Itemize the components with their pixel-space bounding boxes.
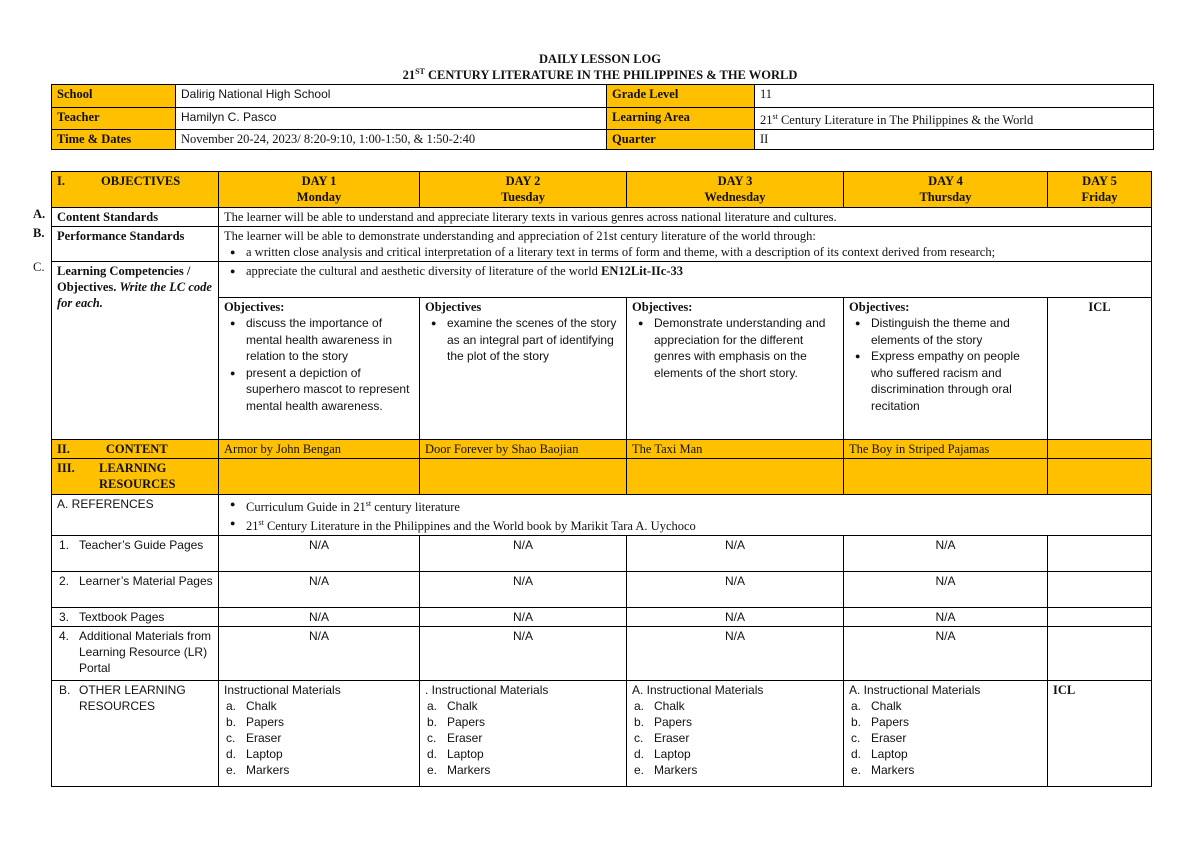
- day5-objectives: ICL: [1048, 298, 1152, 440]
- grade-level-label: Grade Level: [607, 85, 755, 108]
- document-subtitle: 21ST CENTURY LITERATURE IN THE PHILIPPINES & THE WORLD: [402, 67, 798, 83]
- objective-item: ● discuss the importance of mental health awareness in relation to the story: [246, 315, 414, 365]
- learning-competencies-label: Learning Competencies / Objectives. Write the LC code for each.: [52, 262, 219, 440]
- school-label: School: [52, 85, 176, 108]
- day4-heading: DAY 4 Thursday: [844, 172, 1048, 208]
- day1-objectives: Objectives: ● discuss the importance of mental health awareness in relation to the story ● present a depiction of superhero mascot to represent mental health awareness.: [219, 298, 420, 440]
- day2-objectives: Objectives ● examine the scenes of the story as an integral part of identifying the plot of the story: [420, 298, 627, 440]
- performance-standard-bullet: ● a written close analysis and critical interpretation of a literary text in terms of form and theme, with a description of its context derived from research;: [246, 244, 1146, 260]
- content-standards-label: Content Standards: [52, 208, 219, 227]
- day2-materials: . Instructional Materials a. Chalk b. Papers c. Eraser d. Laptop e. Markers: [420, 681, 627, 787]
- day5-content: [1048, 440, 1152, 459]
- objectives-heading: I. OBJECTIVES: [52, 172, 219, 208]
- objective-item: ● Demonstrate understanding and appreciation for the different genres with emphasis on the elements of the short story.: [654, 315, 838, 381]
- day4-objectives: Objectives: ● Distinguish the theme and elements of the story ● Express empathy on people who suffered racism and discrimination through oral recitation: [844, 298, 1048, 440]
- references-list: [219, 495, 1152, 536]
- day4-materials: A. Instructional Materials a. Chalk b. Papers c. Eraser d. Laptop e. Markers: [844, 681, 1048, 787]
- day5-heading: DAY 5 Friday: [1048, 172, 1152, 208]
- day1-heading: DAY 1 Monday: [219, 172, 420, 208]
- day3-content: The Taxi Man: [627, 440, 844, 459]
- letter-b: B.: [33, 226, 45, 240]
- other-resources-label: B. OTHER LEARNING RESOURCES: [52, 681, 219, 787]
- objective-item: ● examine the scenes of the story as an integral part of identifying the plot of the story: [447, 315, 621, 365]
- letter-a: A.: [33, 207, 46, 221]
- textbook-pages-label: 3. Textbook Pages: [52, 608, 219, 627]
- letter-c: C.: [33, 260, 45, 274]
- learning-area-label: Learning Area: [607, 108, 755, 130]
- time-dates-value: November 20-24, 2023/ 8:20-9:10, 1:00-1:50, & 1:50-2:40: [176, 130, 607, 150]
- na-cell: N/A: [627, 536, 844, 572]
- na-cell: N/A: [219, 536, 420, 572]
- teacher-label: Teacher: [52, 108, 176, 130]
- teacher-value: Hamilyn C. Pasco: [176, 108, 607, 130]
- info-table: [51, 84, 1154, 150]
- day4-content: The Boy in Striped Pajamas: [844, 440, 1048, 459]
- learning-resources-heading: III. LEARNING RESOURCES: [52, 459, 219, 495]
- day3-heading: DAY 3 Wednesday: [627, 172, 844, 208]
- na-cell: N/A: [844, 627, 1048, 681]
- na-cell: N/A: [627, 572, 844, 608]
- quarter-label: Quarter: [607, 130, 755, 150]
- na-cell: N/A: [219, 572, 420, 608]
- day5-materials: ICL: [1048, 681, 1152, 787]
- grade-level-value: 11: [755, 85, 1154, 108]
- na-cell: N/A: [420, 608, 627, 627]
- content-standards-text: The learner will be able to understand and appreciate literary texts in various genres across national literature and cultures.: [219, 208, 1152, 227]
- day1-content: Armor by John Bengan: [219, 440, 420, 459]
- learning-area-value: 21st Century Literature in The Philippines & the World: [755, 108, 1154, 130]
- day2-content: Door Forever by Shao Baojian: [420, 440, 627, 459]
- objective-item: ● Express empathy on people who suffered racism and discrimination through oral recitation: [871, 348, 1042, 414]
- day3-objectives: Objectives: ● Demonstrate understanding and appreciation for the different genres with emphasis on the elements of the short story.: [627, 298, 844, 440]
- reference-item: ● Curriculum Guide in 21st century literature: [246, 496, 1146, 515]
- document-title: DAILY LESSON LOG: [538, 52, 662, 66]
- na-cell: N/A: [627, 608, 844, 627]
- additional-materials-label: 4. Additional Materials from Learning Resource (LR) Portal: [52, 627, 219, 681]
- na-cell: N/A: [219, 608, 420, 627]
- objective-item: ● present a depiction of superhero mascot to represent mental health awareness.: [246, 365, 414, 415]
- day3-materials: A. Instructional Materials a. Chalk b. Papers c. Eraser d. Laptop e. Markers: [627, 681, 844, 787]
- teachers-guide-label: 1. Teacher’s Guide Pages: [52, 536, 219, 572]
- lesson-table: [51, 171, 1152, 787]
- references-label: A. REFERENCES: [52, 495, 219, 536]
- content-heading: II. CONTENT: [52, 440, 219, 459]
- na-cell: N/A: [219, 627, 420, 681]
- performance-standards-text: The learner will be able to demonstrate understanding and appreciation of 21st century literature of the world through: ● a written close analysis and critical interpretation of a literary text in terms of form and theme, with a description of its context derived from research;: [219, 227, 1152, 262]
- na-cell: N/A: [844, 536, 1048, 572]
- school-value: Dalirig National High School: [176, 85, 607, 108]
- time-dates-label: Time & Dates: [52, 130, 176, 150]
- objective-item: ● Distinguish the theme and elements of the story: [871, 315, 1042, 348]
- day1-materials: Instructional Materials a. Chalk b. Papers c. Eraser d. Laptop e. Markers: [219, 681, 420, 787]
- na-cell: N/A: [844, 608, 1048, 627]
- learners-material-label: 2. Learner’s Material Pages: [52, 572, 219, 608]
- lc-code: EN12Lit-IIc-33: [601, 264, 684, 278]
- performance-standards-label: Performance Standards: [52, 227, 219, 262]
- na-cell: N/A: [420, 572, 627, 608]
- na-cell: N/A: [627, 627, 844, 681]
- day2-heading: DAY 2 Tuesday: [420, 172, 627, 208]
- na-cell: N/A: [844, 572, 1048, 608]
- na-cell: N/A: [420, 627, 627, 681]
- na-cell: N/A: [420, 536, 627, 572]
- learning-competencies-text: ● appreciate the cultural and aesthetic diversity of literature of the world EN12Lit-IIc-33: [219, 262, 1152, 298]
- reference-item: ● 21st Century Literature in the Philippines and the World book by Marikit Tara A. Uychoco: [246, 515, 1146, 534]
- quarter-value: II: [755, 130, 1154, 150]
